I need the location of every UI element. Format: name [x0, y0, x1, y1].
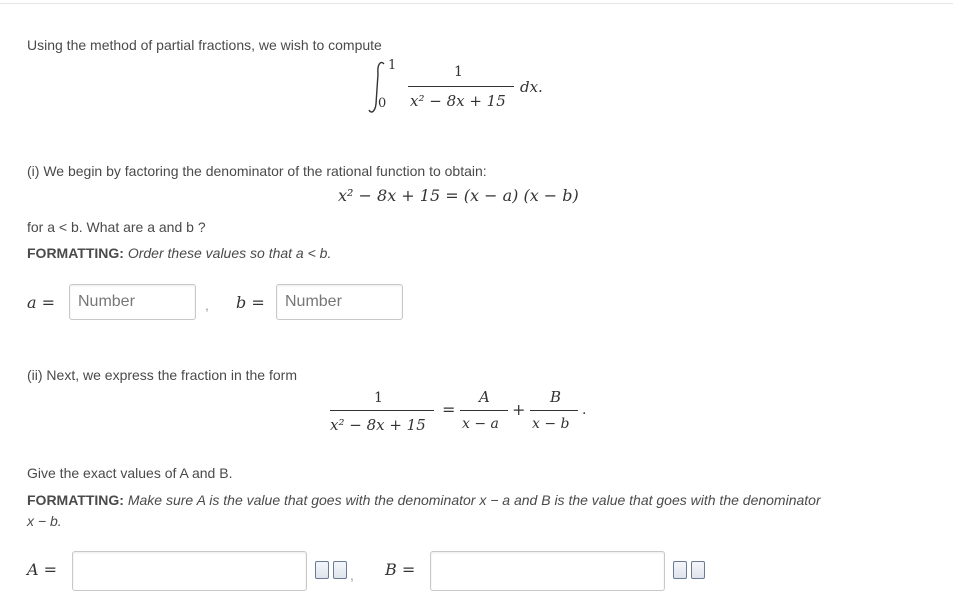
lhs-fraction-bar — [330, 410, 434, 411]
B-input[interactable] — [430, 551, 665, 591]
A-input[interactable] — [72, 551, 307, 591]
equation-preview-icon-2[interactable] — [691, 561, 705, 579]
A-denominator: x − a — [462, 416, 499, 432]
integral-lower-limit: 0 — [378, 96, 387, 111]
plus-sign: + — [512, 400, 526, 419]
integral-denominator: x² − 8x + 15 — [410, 92, 506, 110]
part2-formatting — [27, 490, 827, 532]
period: . — [582, 402, 587, 418]
part2-question: Give the exact values of A and B. — [27, 465, 233, 481]
A-numerator: A — [479, 388, 490, 406]
B-denominator: x − b — [532, 416, 570, 432]
equation-preview-icon[interactable] — [333, 561, 347, 579]
formatting-label-2: FORMATTING: — [27, 492, 124, 508]
a-b-separator: , — [205, 297, 209, 313]
part1-formatting — [27, 244, 331, 262]
integral-upper-limit: 1 — [388, 58, 397, 73]
integral-differential: dx. — [520, 78, 543, 96]
A-B-separator: , — [350, 567, 354, 583]
A-fraction-bar — [460, 410, 508, 411]
top-divider — [0, 3, 953, 4]
factoring-equation: x² − 8x + 15 = (x − a) (x − b) — [338, 186, 579, 205]
lhs-denominator: x² − 8x + 15 — [330, 416, 426, 434]
equals-sign: = — [442, 400, 456, 419]
a-label: a = — [27, 293, 56, 312]
part1-question: for a < b. What are a and b ? — [27, 219, 206, 235]
integral-fraction-bar — [408, 86, 514, 87]
equation-editor-icon[interactable] — [315, 561, 329, 579]
formatting-text: Order these values so that a < b. — [127, 245, 332, 261]
b-label: b = — [236, 293, 265, 312]
a-input[interactable]: Number — [69, 284, 196, 320]
A-label: A = — [27, 560, 58, 579]
integral-numerator: 1 — [454, 64, 463, 80]
B-fraction-bar — [530, 410, 578, 411]
formatting-text-2: Make sure A is the value that goes with the denominator x − a and B is the value that goes with the denominator x − b. — [27, 492, 821, 529]
B-numerator: B — [550, 388, 562, 406]
integral-expression — [368, 58, 558, 118]
equation-editor-icon-2[interactable] — [673, 561, 687, 579]
part2-heading: (ii) Next, we express the fraction in the form — [27, 367, 297, 383]
partial-fraction-form — [328, 386, 608, 442]
part1-heading: (i) We begin by factoring the denominator of the rational function to obtain: — [27, 163, 487, 179]
B-label: B = — [385, 560, 416, 579]
lhs-numerator: 1 — [374, 390, 383, 406]
b-input[interactable]: Number — [276, 284, 403, 320]
formatting-label: FORMATTING: — [27, 245, 124, 261]
intro-text: Using the method of partial fractions, we wish to compute — [27, 37, 382, 53]
